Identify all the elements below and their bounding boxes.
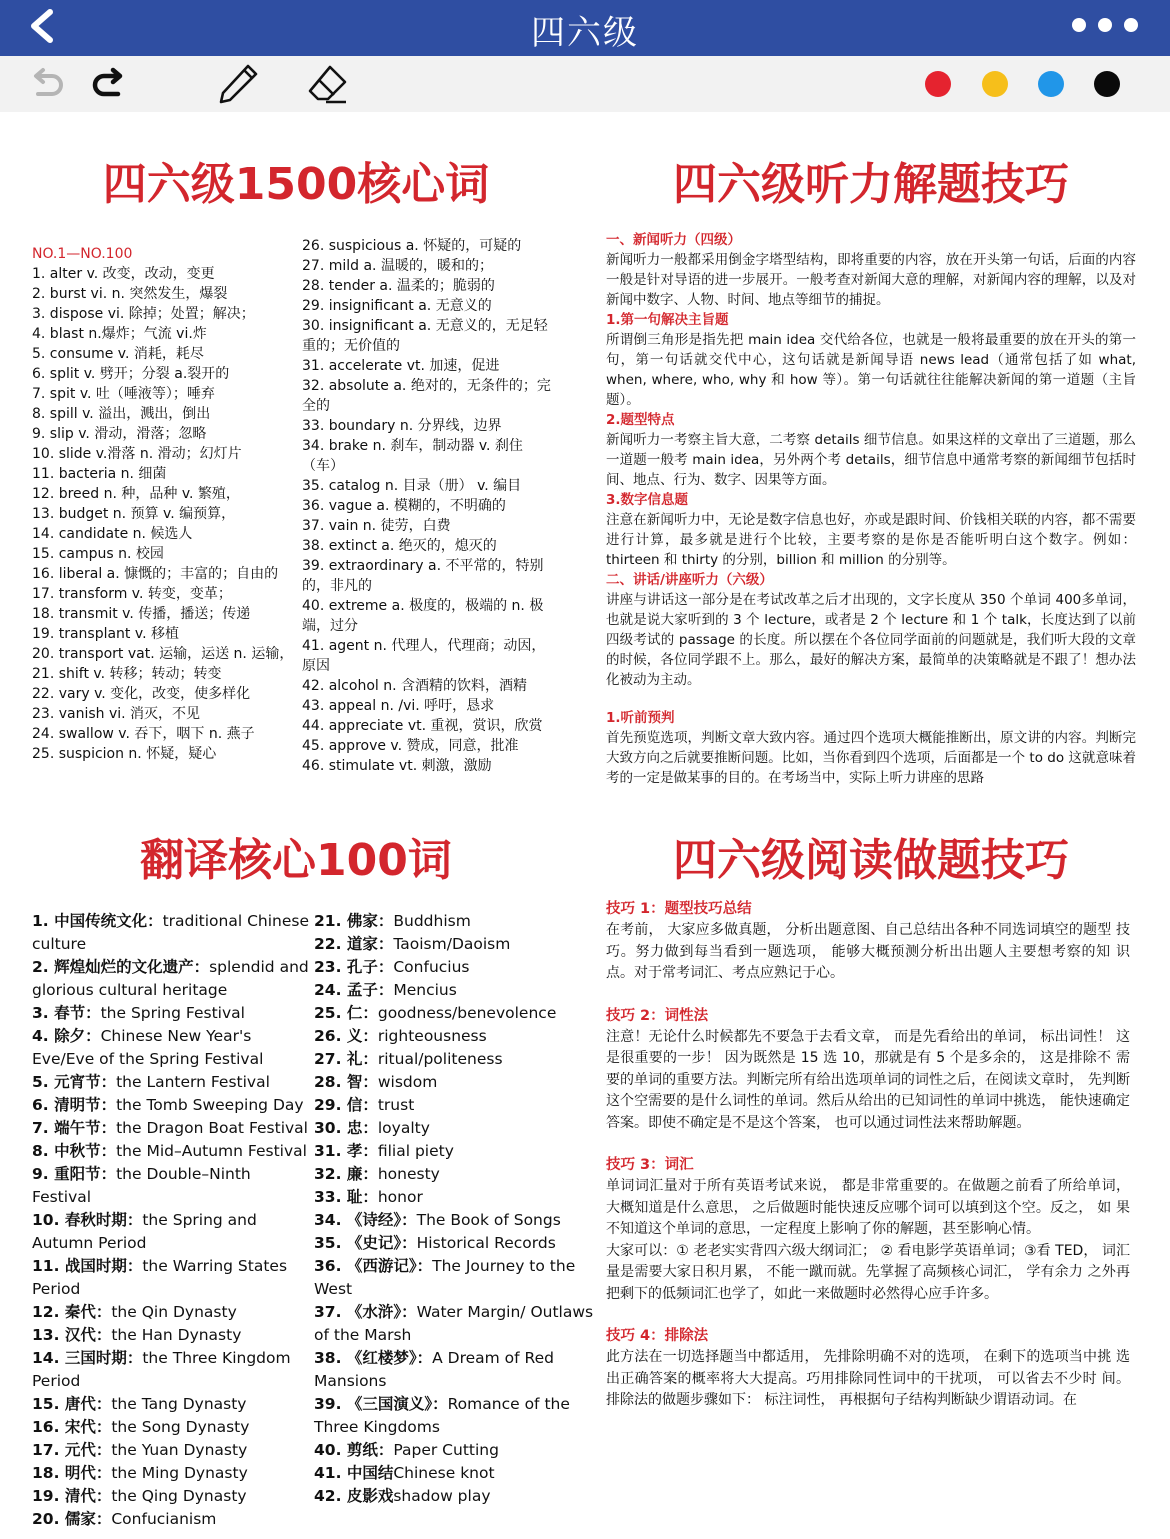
term-chinese: 11. 战国时期： — [32, 1257, 143, 1275]
translation-item — [32, 1002, 312, 1025]
term-english: the Han Dynasty — [111, 1326, 242, 1344]
vocab-range: NO.1—NO.100 — [32, 246, 133, 262]
vocab-item: 4. blast n.爆炸；气流 vi.炸 — [32, 326, 207, 342]
vocab-item: 27. mild a. 温暖的，暖和的； — [302, 258, 493, 274]
vocab-title-box — [26, 150, 566, 220]
tip-spacer — [606, 1134, 1130, 1154]
translation-item — [314, 1186, 596, 1209]
term-english: the Double–Ninth Festival — [32, 1165, 251, 1206]
term-english: wisdom — [377, 1073, 438, 1091]
vocab-item: 45. approve v. 赞成，同意，批准 — [302, 738, 519, 754]
term-chinese: 42. 皮影戏 — [314, 1487, 394, 1505]
term-chinese: 15. 唐代： — [32, 1395, 112, 1413]
tip-heading: 技巧 1：题型技巧总结 — [606, 901, 752, 917]
section-paragraph: 首先预览选项，判断文章大致内容。通过四个选项大概能推断出，原文讲的内容。判断完大致方向之后就要推断问题。比如，当你看到四个选项，后面都是一个 to do 这就意味着考的一定是做某事的目的。在考场当中，实际上听力讲座的思路 — [606, 730, 1136, 786]
term-english: loyalty — [377, 1119, 430, 1137]
term-english: the Spring Festival — [100, 1004, 245, 1022]
translation-item — [314, 1347, 596, 1393]
translation-item — [314, 1117, 596, 1140]
vocab-item: 6. split v. 劈开；分裂 a.裂开的 — [32, 366, 230, 382]
translation-item — [32, 956, 312, 1002]
tip-paragraph: 注意！无论什么时候都先不要急于去看文章， 而是先看给出的单词， 标出词性！ 这是很重要的一步！ 因为既然是 15 选 10，那就是有 5 个是多余的， 这是排除不 需要的单词的重要方法。判断完所有给出选项单词的词性之后，在阅读文章时， 先判断这个空需要的是什么词性的单词。然后从给出的已知词性的单词中挑选， 能快速确定答案。即使不确定是不是这个答案， 也可以通过词性法来帮助解题。 — [606, 1028, 1130, 1131]
term-english: honesty — [377, 1165, 440, 1183]
term-chinese: 14. 三国时期： — [32, 1349, 143, 1367]
term-english: splendid and glorious cultural heritage — [32, 958, 309, 999]
vocab-item: 22. vary v. 变化，改变，使多样化 — [32, 686, 251, 702]
vocab-item: 28. tender a. 温柔的；脆弱的 — [302, 278, 495, 294]
term-chinese: 13. 汉代： — [32, 1326, 112, 1344]
reading-title-box — [596, 826, 1146, 896]
term-english: righteousness — [377, 1027, 487, 1045]
term-english: Water Margin/ Outlaws of the Marsh — [314, 1303, 594, 1344]
term-chinese: 2. 辉煌灿烂的文化遗产： — [32, 958, 210, 976]
translation-item — [314, 1163, 596, 1186]
term-english: the Dragon Boat Festival — [116, 1119, 308, 1137]
term-english: Buddhism — [393, 912, 471, 930]
term-english: the Song Dynasty — [111, 1418, 250, 1436]
translation-item — [32, 1439, 312, 1462]
translation-item — [314, 1002, 596, 1025]
vocab-item: 36. vague a. 模糊的，不明确的 — [302, 498, 506, 514]
term-chinese: 16. 宋代： — [32, 1418, 112, 1436]
vocab-item: 1. alter v. 改变，改动，变更 — [32, 266, 215, 282]
translation-list-2 — [314, 910, 596, 1508]
tip-spacer — [606, 985, 1130, 1005]
section-paragraph: 所谓倒三角形是指先把 main idea 交代给各位，也就是一般将最重要的放在开头的第一句，第一句话就交代中心，这句话就是新闻导语 news lead（通常包括了如 what, when, where, who, why 和 how 等）。第一句话就往往能解决新闻的第一道题（主旨题）。 — [606, 332, 1136, 408]
vocab-item: 24. swallow v. 吞下，咽下 n. 燕子 — [32, 726, 255, 742]
term-english: the Three Kingdom Period — [32, 1349, 291, 1390]
term-english: Paper Cutting — [393, 1441, 499, 1459]
term-chinese: 24. 孟子： — [314, 981, 394, 999]
vocab-item: 35. catalog n. 目录（册） v. 编目 — [302, 478, 522, 494]
term-chinese: 6. 清明节： — [32, 1096, 117, 1114]
section-heading: 一、新闻听力（四级） — [606, 232, 741, 248]
vocab-item: 43. appeal n. /vi. 呼吁，恳求 — [302, 698, 495, 714]
vocab-item: 15. campus n. 校园 — [32, 546, 164, 562]
translation-item — [32, 910, 312, 956]
color-swatch-yellow[interactable] — [982, 71, 1008, 97]
term-english: the Qing Dynasty — [111, 1487, 247, 1505]
listening-content — [606, 230, 1136, 795]
vocab-item: 40. extreme a. 极度的，极端的 n. 极端，过分 — [302, 598, 544, 634]
translation-item — [32, 1025, 312, 1071]
term-chinese: 25. 仁： — [314, 1004, 378, 1022]
term-english: Confucius — [393, 958, 470, 976]
term-english: The Book of Songs — [416, 1211, 561, 1229]
term-english: ritual/politeness — [377, 1050, 503, 1068]
tip-paragraph: 在考前， 大家应多做真题， 分析出题意图、自己总结出各种不同选词填空的题型 技巧。努力做到每当看到一题选项， 能够大概预测分析出出题人主要想考察的知 识点。对于常考词汇、考点应熟记于心。 — [606, 922, 1130, 981]
term-english: Historical Records — [416, 1234, 556, 1252]
term-english: the Spring and Autumn Period — [32, 1211, 257, 1252]
term-english: the Tang Dynasty — [111, 1395, 247, 1413]
vocab-item: 32. absolute a. 绝对的，无条件的；完全的 — [302, 378, 551, 414]
translation-item — [314, 1439, 596, 1462]
vocab-item: 34. brake n. 刹车，制动器 v. 刹住（车） — [302, 438, 523, 474]
term-chinese: 30. 忠： — [314, 1119, 378, 1137]
term-english: honor — [377, 1188, 423, 1206]
term-english: goodness/benevolence — [377, 1004, 557, 1022]
vocab-item: 42. alcohol n. 含酒精的饮料，酒精 — [302, 678, 527, 694]
translation-item — [32, 1416, 312, 1439]
vocab-item: 9. slip v. 滑动，滑落；忽略 — [32, 426, 207, 442]
translation-item — [32, 1163, 312, 1209]
term-chinese: 35. 《史记》： — [314, 1234, 417, 1252]
translation-item — [32, 1140, 312, 1163]
translation-item — [314, 1048, 596, 1071]
vocab-column-2 — [302, 236, 554, 781]
color-swatch-black[interactable] — [1094, 71, 1120, 97]
term-chinese: 37. 《水浒》： — [314, 1303, 417, 1321]
eraser-icon[interactable] — [306, 62, 350, 106]
vocab-item: 38. extinct a. 绝灭的，熄灭的 — [302, 538, 497, 554]
pencil-icon[interactable] — [216, 62, 260, 106]
translation-item — [314, 1393, 596, 1439]
term-chinese: 4. 除夕： — [32, 1027, 101, 1045]
vocab-item: 3. dispose vi. 除掉；处置；解决； — [32, 306, 255, 322]
term-english: Mencius — [393, 981, 457, 999]
vocab-item: 21. shift v. 转移；转动；转变 — [32, 666, 222, 682]
translation-item — [32, 1071, 312, 1094]
translation-list-1 — [32, 910, 312, 1531]
term-chinese: 20. 儒家： — [32, 1510, 112, 1528]
vocab-item: 37. vain n. 徒劳，白费 — [302, 518, 451, 534]
vocab-item: 31. accelerate vt. 加速，促进 — [302, 358, 500, 374]
vocab-item: 46. stimulate vt. 刺激，激励 — [302, 758, 492, 774]
app-header — [0, 0, 1170, 56]
translation-item — [314, 979, 596, 1002]
translation-item — [314, 1485, 596, 1508]
translation-item — [32, 1508, 312, 1531]
term-english: The Journey to the West — [314, 1257, 576, 1298]
term-english: shadow play — [393, 1487, 491, 1505]
term-english: trust — [377, 1096, 415, 1114]
translation-item — [32, 1094, 312, 1117]
vocab-item: 18. transmit v. 传播，播送；传递 — [32, 606, 251, 622]
vocab-item: 14. candidate n. 候选人 — [32, 526, 193, 542]
section-heading: 1.第一句解决主旨题 — [606, 312, 729, 328]
term-chinese: 3. 春节： — [32, 1004, 101, 1022]
translation-item — [314, 956, 596, 979]
reading-title: 四六级阅读做题技巧 — [673, 835, 1069, 886]
vocab-item: 20. transport vat. 运输，运送 n. 运输， — [32, 646, 294, 662]
translation-item — [314, 1462, 596, 1485]
section-paragraph: 注意在新闻听力中，无论是数字信息也好，亦或是跟时间、价钱相关联的内容，都不需要进行计算，最多就是进行个比较，主要考察的是你是否能听明白这个数字。例如：thirteen 和 thirty 的分别，billion 和 million 的分别等。 — [606, 512, 1136, 568]
term-chinese: 41. 中国结 — [314, 1464, 394, 1482]
term-english: Romance of the Three Kingdoms — [314, 1395, 570, 1436]
vocab-item: 7. spit v. 吐（唾液等）；唾弃 — [32, 386, 215, 402]
translation-item — [314, 1232, 596, 1255]
translation-item — [314, 1140, 596, 1163]
tip-spacer — [606, 1305, 1130, 1325]
term-english: the Tomb Sweeping Day — [116, 1096, 304, 1114]
term-chinese: 26. 义： — [314, 1027, 378, 1045]
translation-item — [314, 1255, 596, 1301]
tip-paragraph: 大家可以：① 老老实实背四六级大纲词汇； ② 看电影学英语单词；③看 TED， 词汇量是需要大家日积月累， 不能一蹴而就。先掌握了高频核心词汇， 学有余力 之外再把剩下的低频词汇也学了，如此一来做题时必然得心应手许多。 — [606, 1242, 1130, 1302]
tip-heading: 技巧 4：排除法 — [606, 1328, 709, 1344]
term-chinese: 9. 重阳节： — [32, 1165, 117, 1183]
translation-item — [32, 1209, 312, 1255]
vocab-list-1 — [32, 264, 302, 764]
translation-item — [314, 1071, 596, 1094]
term-english: traditional Chinese culture — [32, 912, 310, 953]
vocab-item: 26. suspicious a. 怀疑的，可疑的 — [302, 238, 522, 254]
vocab-item: 16. liberal a. 慷慨的；丰富的；自由的 — [32, 566, 279, 582]
translation-item — [314, 1025, 596, 1048]
term-english: A Dream of Red Mansions — [314, 1349, 554, 1390]
translation-item — [32, 1324, 312, 1347]
translation-item — [314, 910, 596, 933]
section-heading: 3.数字信息题 — [606, 492, 689, 508]
term-chinese: 33. 耻： — [314, 1188, 378, 1206]
term-chinese: 34. 《诗经》： — [314, 1211, 417, 1229]
translation-column-2 — [314, 910, 596, 1510]
term-english: Confucianism — [111, 1510, 217, 1528]
vocab-item: 44. appreciate vt. 重视，赏识，欣赏 — [302, 718, 543, 734]
vocab-item: 2. burst vi. n. 突然发生，爆裂 — [32, 286, 228, 302]
term-chinese: 29. 信： — [314, 1096, 378, 1114]
vocab-item: 30. insignificant a. 无意义的，无足轻重的；无价值的 — [302, 318, 548, 354]
section-paragraph: 新闻听力一考察主旨大意，二考察 details 细节信息。如果这样的文章出了三道题，那么一道题一般考 main idea，另外两个考 details，细节信息中通常考察的新闻细节包括时间、地点、行为、数字、因果等方面。 — [606, 432, 1136, 488]
translation-item — [32, 1462, 312, 1485]
vocab-item: 12. breed n. 种，品种 v. 繁殖， — [32, 486, 240, 502]
term-chinese: 8. 中秋节： — [32, 1142, 117, 1160]
term-chinese: 28. 智： — [314, 1073, 378, 1091]
translation-column-1 — [32, 910, 312, 1528]
term-english: the Warring States Period — [32, 1257, 288, 1298]
section-paragraph: 讲座与讲话这一部分是在考试改革之后才出现的，文字长度从 350 个单词 400多单词，也就是说大家听到的 3 个 lecture，或者是 2 个 lecture 和 1 个 talk，长度达到了以前四级考试的 passage 的长度。所以摆在个各位同学面前的问题就是，我们听大段的文章的时候，各位同学跟不上。那么，最好的解决方案，最简单的决策略就是不跟了！想办法化被动为主动。 — [606, 592, 1136, 688]
page-title: 四六级 — [531, 13, 639, 53]
term-chinese: 21. 佛家： — [314, 912, 394, 930]
tip-paragraph: 单词词汇量对于所有英语考试来说， 都是非常重要的。在做题之前看了所给单词， 大概知道是什么意思， 之后做题时能快速反应哪个词可以填到这个空。反之， 如 果不知道这个单词的意思，一定程度上影响了你的解题，甚至影响心情。 — [606, 1178, 1130, 1237]
color-swatch-blue[interactable] — [1038, 71, 1064, 97]
term-chinese: 40. 剪纸： — [314, 1441, 394, 1459]
undo-icon[interactable] — [26, 64, 68, 104]
translation-item — [314, 1094, 596, 1117]
section-spacer — [606, 690, 1136, 708]
section-heading: 二、讲话/讲座听力（六级） — [606, 572, 773, 588]
term-chinese: 1. 中国传统文化： — [32, 912, 163, 930]
term-english: filial piety — [377, 1142, 454, 1160]
term-chinese: 19. 清代： — [32, 1487, 112, 1505]
translation-item — [32, 1255, 312, 1301]
vocab-item: 33. boundary n. 分界线，边界 — [302, 418, 502, 434]
term-chinese: 38. 《红楼梦》： — [314, 1349, 433, 1367]
vocab-list-2 — [302, 236, 554, 776]
term-english: the Qin Dynasty — [111, 1303, 237, 1321]
color-swatch-red[interactable] — [925, 71, 951, 97]
vocab-item: 11. bacteria n. 细菌 — [32, 466, 167, 482]
translation-title: 翻译核心100词 — [140, 835, 452, 886]
translation-item — [32, 1393, 312, 1416]
section-paragraph: 新闻听力一般都采用倒金字塔型结构，即将重要的内容，放在开头第一句话，后面的内容一般是针对导语的进一步展开。一般考查对新闻大意的理解，对新闻内容的理解，以及对新闻中数字、人物、时间、地点等细节的捕捉。 — [606, 252, 1136, 308]
translation-item — [32, 1117, 312, 1140]
term-chinese: 5. 元宵节： — [32, 1073, 117, 1091]
term-english: Chinese New Year's Eve/Eve of the Spring Festival — [32, 1027, 264, 1068]
term-english: Chinese knot — [393, 1464, 495, 1482]
listening-title-box — [596, 150, 1146, 220]
term-chinese: 27. 礼： — [314, 1050, 378, 1068]
redo-icon[interactable] — [88, 64, 130, 104]
term-chinese: 36. 《西游记》： — [314, 1257, 433, 1275]
translation-item — [314, 1301, 596, 1347]
vocab-item: 39. extraordinary a. 不平常的，特别的，非凡的 — [302, 558, 544, 594]
term-english: the Lantern Festival — [116, 1073, 270, 1091]
translation-title-box — [36, 826, 556, 896]
vocab-item: 10. slide v.滑落 n. 滑动；幻灯片 — [32, 446, 242, 462]
vocab-item: 23. vanish vi. 消灭，不见 — [32, 706, 201, 722]
term-chinese: 10. 春秋时期： — [32, 1211, 143, 1229]
vocab-item: 5. consume v. 消耗，耗尽 — [32, 346, 204, 362]
translation-item — [314, 933, 596, 956]
vocab-column-1 — [32, 244, 302, 789]
term-english: the Yuan Dynasty — [111, 1441, 248, 1459]
translation-item — [32, 1301, 312, 1324]
term-chinese: 22. 道家： — [314, 935, 394, 953]
section-heading: 1.听前预判 — [606, 710, 675, 726]
vocab-item: 13. budget n. 预算 v. 编预算， — [32, 506, 236, 522]
translation-item — [32, 1485, 312, 1508]
term-chinese: 32. 廉： — [314, 1165, 378, 1183]
term-chinese: 31. 孝： — [314, 1142, 378, 1160]
term-chinese: 23. 孔子： — [314, 958, 394, 976]
term-english: the Ming Dynasty — [111, 1464, 248, 1482]
vocab-item: 29. insignificant a. 无意义的 — [302, 298, 492, 314]
term-chinese: 39. 《三国演义》： — [314, 1395, 448, 1413]
vocab-item: 8. spill v. 溢出，溅出，倒出 — [32, 406, 211, 422]
translation-item — [32, 1347, 312, 1393]
term-english: Taoism/Daoism — [393, 935, 511, 953]
listening-title: 四六级听力解题技巧 — [673, 159, 1069, 210]
tip-heading: 技巧 3：词汇 — [606, 1157, 694, 1173]
vocab-item: 19. transplant v. 移植 — [32, 626, 179, 642]
term-chinese: 7. 端午节： — [32, 1119, 117, 1137]
vocab-title: 四六级1500核心词 — [102, 159, 490, 210]
translation-item — [314, 1209, 596, 1232]
term-chinese: 12. 秦代： — [32, 1303, 112, 1321]
tip-paragraph: 此方法在一切选择题当中都适用， 先排除明确不对的选项， 在剩下的选项当中挑 选出正确答案的概率将大大提高。巧用排除同性词中的干扰项， 可以省去不少时 间。排除法的做题步骤如下： 标注词性， 再根据句子结构判断缺少谓语动词。在 — [606, 1349, 1130, 1408]
vocab-item: 41. agent n. 代理人，代理商；动因，原因 — [302, 638, 546, 674]
term-english: the Mid–Autumn Festival — [116, 1142, 307, 1160]
tip-heading: 技巧 2：词性法 — [606, 1007, 709, 1024]
reading-content — [606, 898, 1130, 1503]
more-dots-icon[interactable] — [1072, 18, 1138, 32]
term-chinese: 18. 明代： — [32, 1464, 112, 1482]
section-heading: 2.题型特点 — [606, 412, 675, 428]
vocab-item: 25. suspicion n. 怀疑，疑心 — [32, 746, 217, 762]
term-chinese: 17. 元代： — [32, 1441, 112, 1459]
vocab-item: 17. transform v. 转变，变革； — [32, 586, 232, 602]
